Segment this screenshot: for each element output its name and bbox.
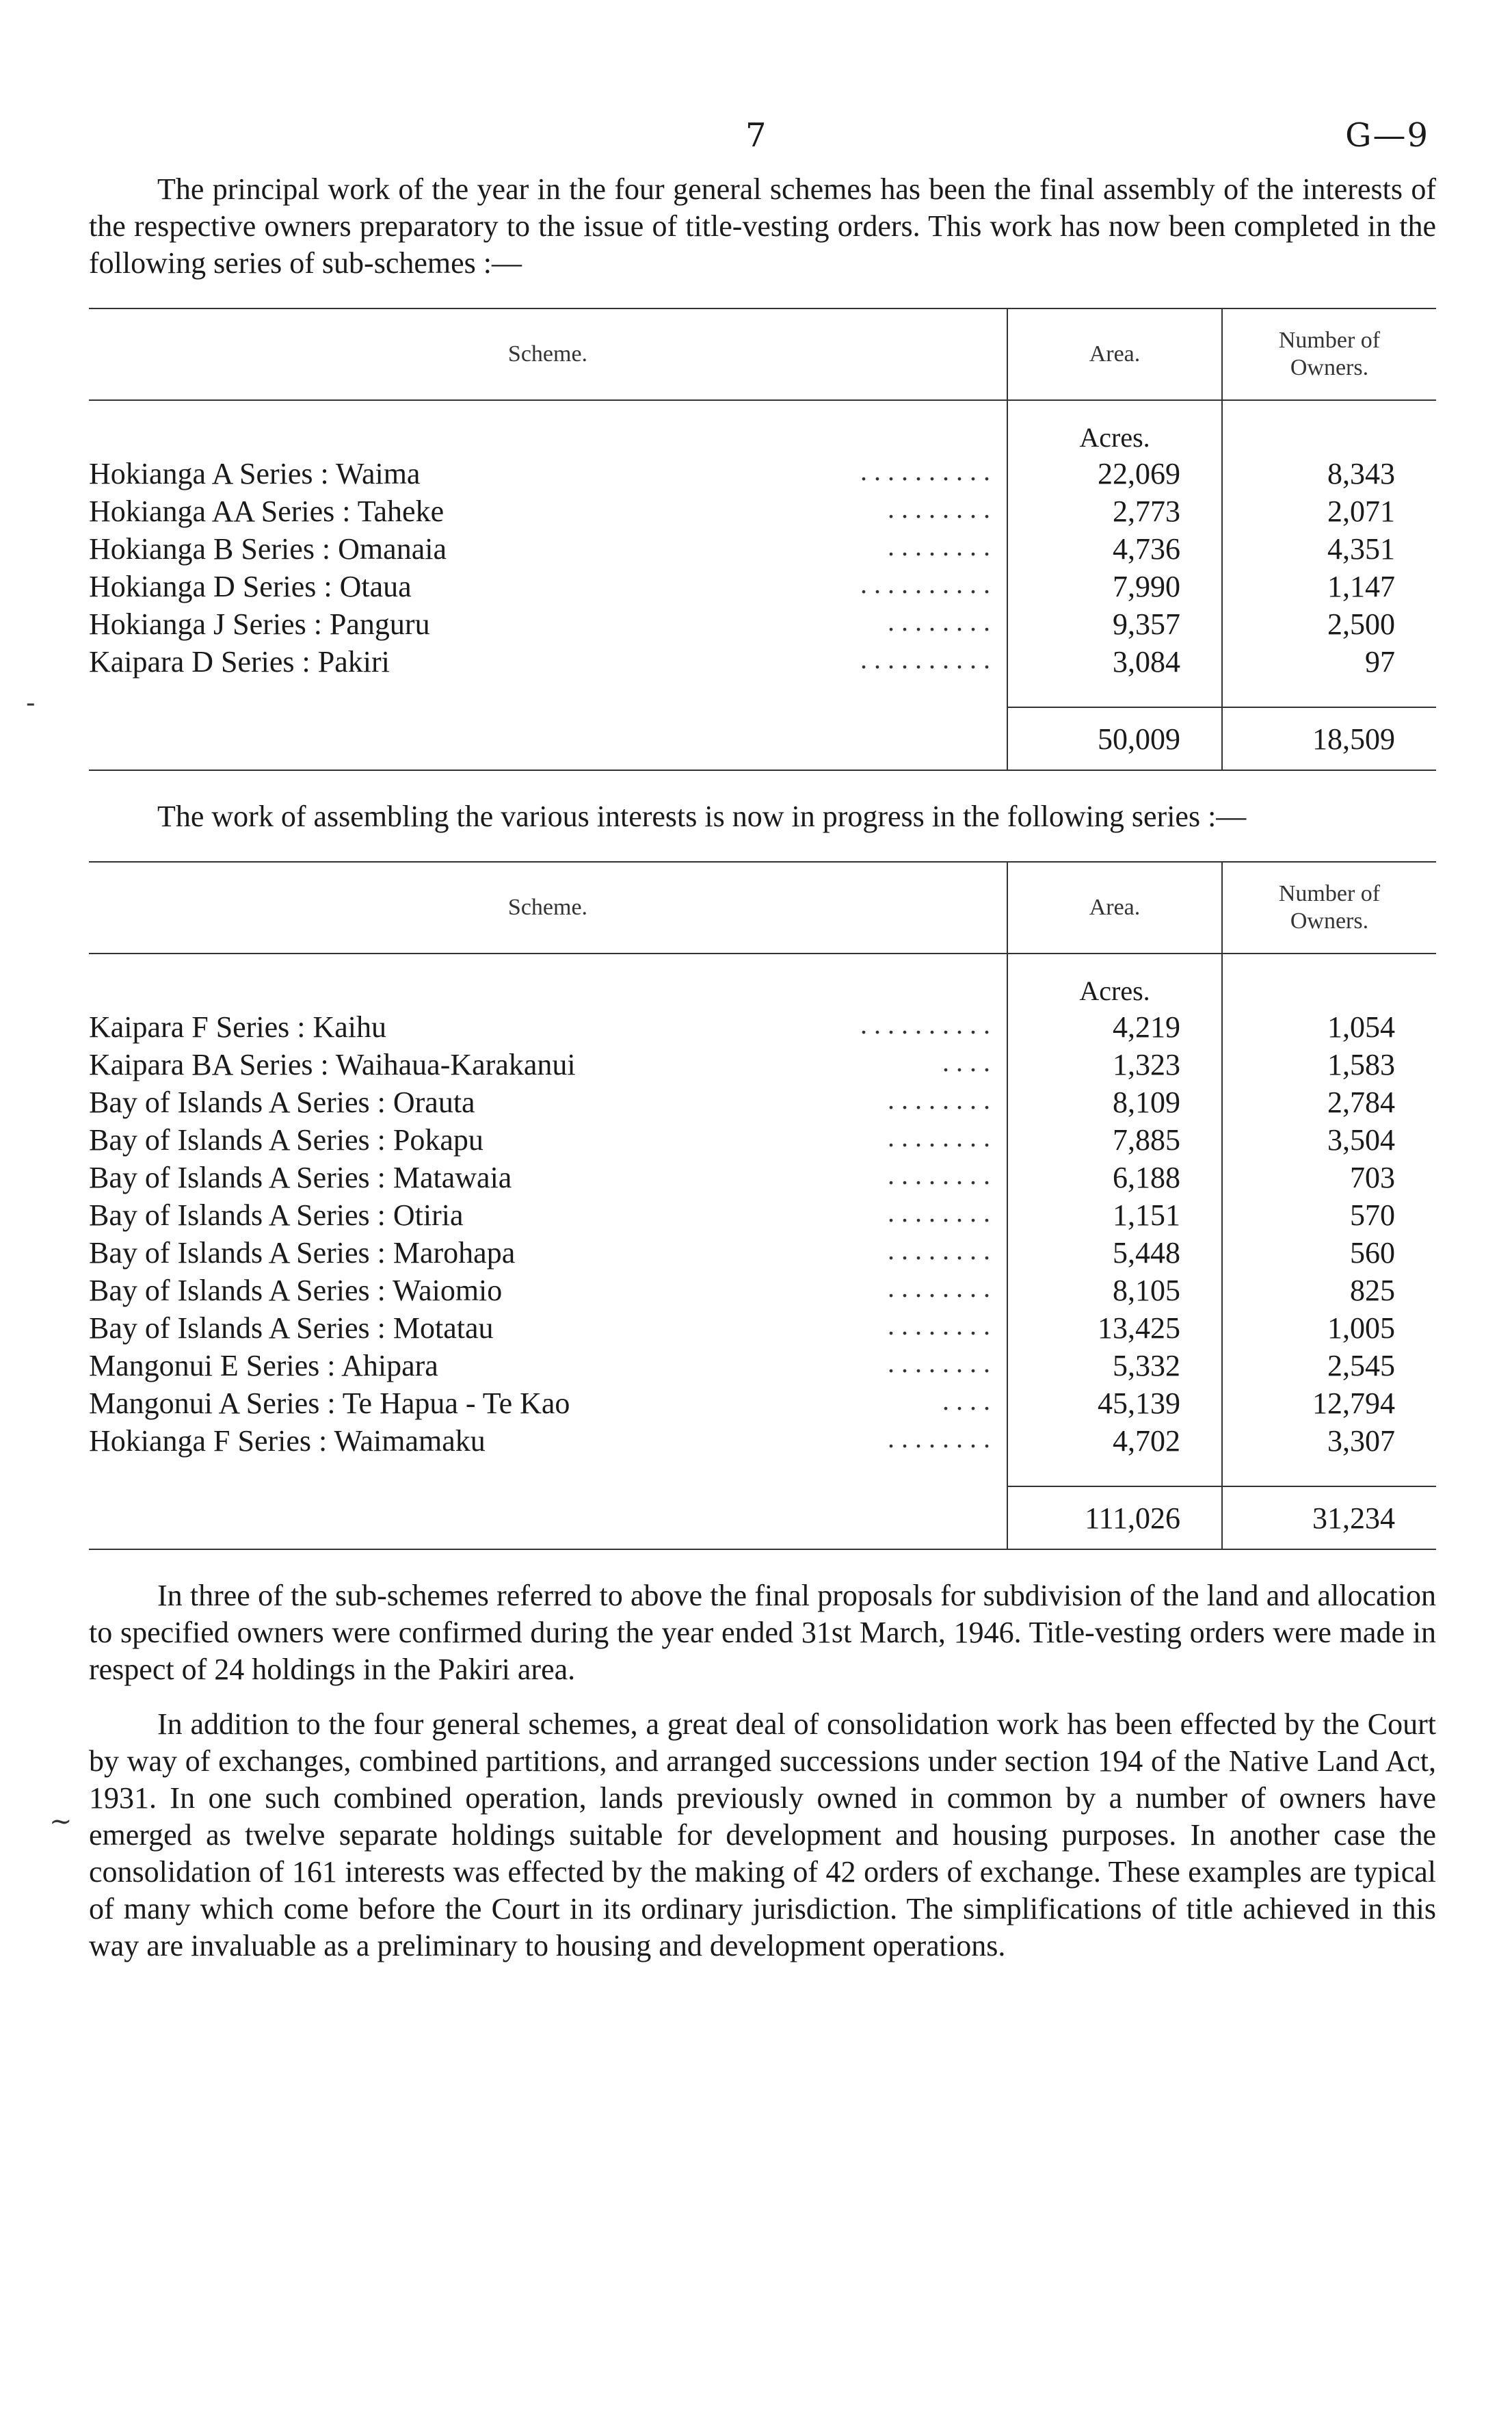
spacer-cell — [1222, 1458, 1436, 1486]
header-owners-line2: Owners. — [1290, 908, 1369, 934]
scheme-cell — [89, 1195, 1007, 1233]
unit-blank-owners — [1222, 954, 1436, 1007]
owners-cell: 2,545 — [1222, 1345, 1436, 1383]
table-row — [89, 1345, 1436, 1383]
area-cell: 9,357 — [1007, 604, 1222, 642]
scheme-cell — [89, 642, 1007, 679]
total-owners: 18,509 — [1222, 707, 1436, 770]
scheme-name: Bay of Islands A Series : Pokapu — [89, 1123, 492, 1157]
total-area: 50,009 — [1007, 707, 1222, 770]
leader-dots: . . . . . . . . — [888, 1348, 990, 1378]
table-row — [89, 1007, 1436, 1044]
table-header-row — [89, 863, 1436, 954]
margin-mark-tilde: ~ — [49, 1806, 72, 1837]
scheme-name: Hokianga J Series : Panguru — [89, 607, 438, 641]
scheme-cell — [89, 1007, 1007, 1044]
area-cell: 4,736 — [1007, 529, 1222, 566]
leader-dots: . . . . . . . . — [888, 531, 990, 562]
unit-blank — [89, 954, 1007, 1007]
scheme-cell — [89, 1157, 1007, 1195]
header-owners — [1222, 309, 1436, 400]
leader-dots: . . . . . . . . — [888, 1310, 990, 1341]
spacer-cell — [1007, 1458, 1222, 1486]
header-scheme: Scheme. — [89, 309, 1007, 400]
table-row — [89, 491, 1436, 529]
area-cell: 6,188 — [1007, 1157, 1222, 1195]
scheme-cell — [89, 1233, 1007, 1270]
spacer-cell — [89, 679, 1007, 707]
owners-cell: 4,351 — [1222, 529, 1436, 566]
scheme-name: Bay of Islands A Series : Marohapa — [89, 1236, 523, 1270]
area-cell: 22,069 — [1007, 454, 1222, 491]
scheme-name: Hokianga B Series : Omanaia — [89, 532, 455, 566]
scheme-cell — [89, 491, 1007, 529]
scheme-name: Hokianga F Series : Waimamaku — [89, 1424, 494, 1458]
spacer-row — [89, 1458, 1436, 1486]
table-row — [89, 1233, 1436, 1270]
scheme-cell — [89, 1082, 1007, 1120]
scheme-cell — [89, 1044, 1007, 1082]
unit-acres: Acres. — [1007, 400, 1222, 454]
leader-dots: . . . . — [942, 1385, 990, 1416]
document-page — [89, 103, 1436, 1964]
leader-dots: . . . . — [942, 1047, 990, 1077]
table-row — [89, 1195, 1436, 1233]
table-row — [89, 1157, 1436, 1195]
total-label-cell — [89, 707, 1007, 770]
total-label-cell — [89, 1486, 1007, 1549]
table-header-row — [89, 309, 1436, 400]
leader-dots: . . . . . . . . — [888, 1423, 990, 1454]
scheme-name: Bay of Islands A Series : Motatau — [89, 1311, 502, 1345]
unit-blank-owners — [1222, 400, 1436, 454]
unit-blank — [89, 400, 1007, 454]
progress-table — [89, 863, 1436, 1549]
leader-dots: . . . . . . . . — [888, 1159, 990, 1190]
scheme-cell — [89, 529, 1007, 566]
table-row — [89, 1082, 1436, 1120]
header-owners-line1: Number of — [1278, 881, 1381, 906]
scheme-name: Bay of Islands A Series : Orauta — [89, 1086, 483, 1119]
owners-cell: 12,794 — [1222, 1383, 1436, 1421]
scheme-name: Hokianga A Series : Waima — [89, 457, 428, 490]
owners-cell: 2,071 — [1222, 491, 1436, 529]
area-cell: 13,425 — [1007, 1308, 1222, 1345]
scheme-cell — [89, 1345, 1007, 1383]
completed-table — [89, 309, 1436, 770]
header-area: Area. — [1007, 309, 1222, 400]
scheme-name: Mangonui A Series : Te Hapua - Te Kao — [89, 1387, 578, 1420]
owners-cell: 570 — [1222, 1195, 1436, 1233]
leader-dots: . . . . . . . . . . — [860, 456, 990, 486]
header-scheme: Scheme. — [89, 863, 1007, 954]
progress-schemes-table — [89, 861, 1436, 1550]
area-cell: 7,885 — [1007, 1120, 1222, 1157]
owners-cell: 1,583 — [1222, 1044, 1436, 1082]
scheme-name: Bay of Islands A Series : Waiomio — [89, 1274, 510, 1307]
owners-cell: 1,005 — [1222, 1308, 1436, 1345]
scheme-cell — [89, 604, 1007, 642]
total-area: 111,026 — [1007, 1486, 1222, 1549]
owners-cell: 2,500 — [1222, 604, 1436, 642]
scheme-cell — [89, 566, 1007, 604]
owners-cell: 97 — [1222, 642, 1436, 679]
area-cell: 5,448 — [1007, 1233, 1222, 1270]
table-row — [89, 1308, 1436, 1345]
leader-dots: . . . . . . . . — [888, 493, 990, 524]
total-row — [89, 1486, 1436, 1549]
table-row — [89, 1421, 1436, 1458]
scheme-name: Kaipara F Series : Kaihu — [89, 1010, 395, 1044]
scheme-cell — [89, 1308, 1007, 1345]
area-cell: 8,109 — [1007, 1082, 1222, 1120]
paragraph-progress: The work of assembling the various interests is now in progress in the following series :— — [157, 800, 1247, 833]
table-row — [89, 566, 1436, 604]
spacer-cell — [1007, 679, 1222, 707]
spacer-cell — [1222, 679, 1436, 707]
header-owners-line2: Owners. — [1290, 355, 1369, 380]
area-cell: 1,323 — [1007, 1044, 1222, 1082]
total-row — [89, 707, 1436, 770]
margin-mark-dash: - — [26, 687, 36, 719]
area-cell: 4,702 — [1007, 1421, 1222, 1458]
page-reference: G—9 — [1345, 116, 1429, 155]
owners-cell: 3,504 — [1222, 1120, 1436, 1157]
owners-cell: 1,147 — [1222, 566, 1436, 604]
scheme-cell — [89, 1270, 1007, 1308]
paragraph-intro: The principal work of the year in the four general schemes has been the final assembly of the interests of the respective owners preparatory to the issue of title-vesting orders. This work has now been completed in the following series of sub-schemes :— — [89, 172, 1436, 280]
table-row — [89, 529, 1436, 566]
table-row — [89, 604, 1436, 642]
scheme-name: Hokianga AA Series : Taheke — [89, 495, 452, 528]
area-cell: 2,773 — [1007, 491, 1222, 529]
scheme-name: Kaipara D Series : Pakiri — [89, 645, 398, 679]
unit-row — [89, 400, 1436, 454]
unit-row — [89, 954, 1436, 1007]
page-number: 7 — [745, 116, 767, 155]
table-row — [89, 642, 1436, 679]
leader-dots: . . . . . . . . . . — [860, 644, 990, 674]
leader-dots: . . . . . . . . — [888, 606, 990, 637]
table-row — [89, 1044, 1436, 1082]
area-cell: 1,151 — [1007, 1195, 1222, 1233]
leader-dots: . . . . . . . . — [888, 1272, 990, 1303]
table-row — [89, 1270, 1436, 1308]
leader-dots: . . . . . . . . . . — [860, 568, 990, 599]
total-owners: 31,234 — [1222, 1486, 1436, 1549]
owners-cell: 560 — [1222, 1233, 1436, 1270]
leader-dots: . . . . . . . . — [888, 1197, 990, 1228]
spacer-cell — [89, 1458, 1007, 1486]
table-row — [89, 1120, 1436, 1157]
completed-schemes-table — [89, 308, 1436, 771]
area-cell: 8,105 — [1007, 1270, 1222, 1308]
table-row — [89, 454, 1436, 491]
area-cell: 4,219 — [1007, 1007, 1222, 1044]
owners-cell: 8,343 — [1222, 454, 1436, 491]
area-cell: 45,139 — [1007, 1383, 1222, 1421]
area-cell: 3,084 — [1007, 642, 1222, 679]
scheme-cell — [89, 1421, 1007, 1458]
leader-dots: . . . . . . . . — [888, 1084, 990, 1115]
leader-dots: . . . . . . . . — [888, 1122, 990, 1153]
scheme-name: Kaipara BA Series : Waihaua-Karakanui — [89, 1048, 584, 1081]
owners-cell: 703 — [1222, 1157, 1436, 1195]
owners-cell: 2,784 — [1222, 1082, 1436, 1120]
scheme-name: Bay of Islands A Series : Otiria — [89, 1198, 472, 1232]
owners-cell: 1,054 — [1222, 1007, 1436, 1044]
owners-cell: 825 — [1222, 1270, 1436, 1308]
scheme-name: Mangonui E Series : Ahipara — [89, 1349, 447, 1382]
leader-dots: . . . . . . . . . . — [860, 1009, 990, 1040]
paragraph-consolidation: In addition to the four general schemes, a great deal of consolidation work has been effected by the Court by way of exchanges, combined partitions, and arranged successions under section 194 of the Native Land Act, 1931. In one such combined operation, lands previously owned in common by a number of owners have emerged as twelve separate holdings suitable for development and housing purposes. In another case the consolidation of 161 interests was effected by the making of 42 orders of exchange. These examples are typical of many which come before the Court in its ordinary jurisdiction. The simplifications of title achieved in this way are invaluable as a preliminary to housing and development operations. — [89, 1707, 1436, 1962]
scheme-cell — [89, 454, 1007, 491]
owners-cell: 3,307 — [1222, 1421, 1436, 1458]
area-cell: 5,332 — [1007, 1345, 1222, 1383]
scheme-name: Bay of Islands A Series : Matawaia — [89, 1161, 520, 1194]
header-owners-line1: Number of — [1278, 328, 1381, 353]
scheme-cell — [89, 1383, 1007, 1421]
scheme-cell — [89, 1120, 1007, 1157]
area-cell: 7,990 — [1007, 566, 1222, 604]
paragraph-confirmed: In three of the sub-schemes referred to above the final proposals for subdivision of the land and allocation to specified owners were confirmed during the year ended 31st March, 1946. Title-vesting orders were made in respect of 24 holdings in the Pakiri area. — [89, 1579, 1436, 1686]
scheme-name: Hokianga D Series : Otaua — [89, 570, 420, 603]
table-row — [89, 1383, 1436, 1421]
leader-dots: . . . . . . . . — [888, 1235, 990, 1265]
spacer-row — [89, 679, 1436, 707]
page-header — [89, 103, 1436, 157]
header-owners — [1222, 863, 1436, 954]
header-area: Area. — [1007, 863, 1222, 954]
unit-acres: Acres. — [1007, 954, 1222, 1007]
